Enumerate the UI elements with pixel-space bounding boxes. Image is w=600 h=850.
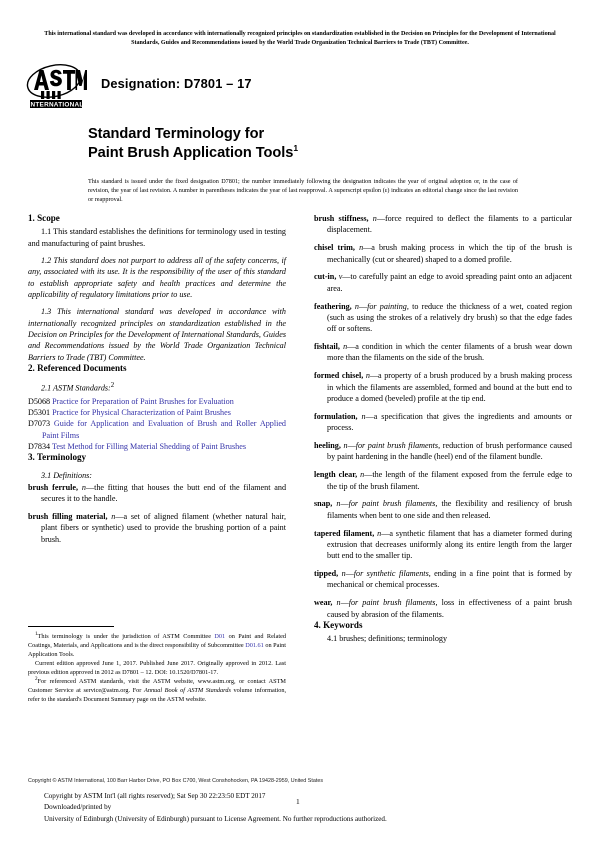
definition-body: , to reduce the thickness of a wet, coated region (such as using the strokes of a relatively dry brush) so that the edge fades off or softens.	[327, 301, 573, 334]
definition-part-of-speech: n	[359, 243, 364, 253]
definition-body: , ending in a fine point that is formed by mechanical or chemical processes.	[327, 569, 572, 590]
footnote-2-italic: Annual Book of ASTM Standards	[144, 687, 231, 694]
subcommittee-link[interactable]: D01.61	[245, 642, 264, 649]
definition-entry	[28, 511, 286, 545]
page-number: 1	[296, 797, 300, 806]
committee-link[interactable]: D01	[214, 633, 226, 640]
definition-entry	[314, 370, 572, 404]
scope-paragraph-1-3: 1.3 This international standard was developed in accordance with internationally recognized principles on standardization established in the Decision on Principles for the Development of International Standards, Guides and Recommendations issued by the World Trade Organization Technical Barriers to Trade (TBT) Committee.	[28, 307, 286, 362]
definition-body: —a condition in which the center filaments of a brush wear down more than the filaments on the side of the brush.	[327, 342, 573, 363]
definition-part-of-speech: n	[336, 598, 341, 608]
definitions-subhead-text: 3.1 Definitions:	[41, 470, 93, 480]
tbt-notice: This international standard was developed in accordance with internationally recognized principles on standardization established in the Decision on Principles for the Development of International Standards, Guides and Recommendations issued by the World Trade Organization Technical Barriers to Trade (TBT) Committee.	[44, 31, 556, 47]
definition-body: —force required to deflect the filaments to a particular displacement.	[327, 214, 573, 235]
definition-term: tapered filament,	[314, 528, 375, 538]
footnote-separator-rule	[28, 626, 114, 627]
definition-qualifier: for paint brush filaments	[348, 499, 436, 509]
definition-qualifier: for synthetic filaments	[353, 569, 429, 579]
definition-term: fishtail,	[314, 342, 340, 352]
title-footnote-marker: 1	[293, 142, 298, 153]
reference-item[interactable]	[28, 407, 286, 418]
definition-body: , the flexibility and resiliency of brush filaments when bent to one side and then released.	[327, 499, 572, 520]
title-line-1: Standard Terminology for	[88, 126, 265, 142]
definition-part-of-speech: n	[377, 528, 382, 538]
footnote-1-text-b: on Paint and Related Coatings, Materials, and Applications and is the direct responsibility of Subcommittee	[28, 633, 286, 649]
logo-designation-row	[25, 63, 252, 111]
reference-item[interactable]	[28, 418, 286, 441]
copyright-notice: Copyright © ASTM International, 100 Barr Harbor Drive, PO Box C700, West Conshohocken, PA 19428-2959, United States	[28, 778, 324, 784]
definitions-subhead	[28, 470, 286, 481]
right-column	[314, 213, 572, 645]
definition-part-of-speech: n	[354, 301, 359, 311]
reference-item[interactable]	[28, 441, 286, 452]
body-columns	[28, 213, 572, 743]
definition-entry	[314, 242, 572, 265]
reference-id: D5068	[28, 396, 51, 406]
definition-term: brush ferrule,	[28, 482, 79, 492]
definition-part-of-speech: n	[343, 441, 348, 450]
definition-body: , loss in effectiveness of a paint brush caused by abrasion of the filaments.	[327, 598, 572, 619]
definition-entry	[314, 341, 572, 364]
definition-term: cut-in,	[314, 272, 337, 282]
svg-text:INTERNATIONAL: INTERNATIONAL	[28, 101, 84, 109]
definition-qualifier: for paint brush filaments	[355, 441, 439, 450]
definition-part-of-speech: n	[341, 569, 346, 579]
definition-part-of-speech: n	[360, 470, 365, 480]
section-heading-terminology: 3. Terminology	[28, 452, 87, 463]
reference-item[interactable]	[28, 396, 286, 407]
reference-link[interactable]: Guide for Application and Evaluation of Brush and Roller Applied Paint Films	[42, 419, 286, 440]
document-title	[88, 125, 518, 162]
definition-term: length clear,	[314, 470, 358, 480]
definition-term: heeling,	[314, 441, 341, 450]
footnote-1-marker: 1	[35, 630, 38, 637]
definition-part-of-speech: n	[365, 371, 370, 381]
issue-note: This standard is issued under the fixed designation D7801; the number immediately following the designation indicates the year of original adoption or, in the case of revision, the year of last revision. A number in parentheses indicates the year of last reapproval. A superscript epsilon (ε) indicates an editorial change since the last revision or reapproval.	[88, 178, 518, 204]
definition-term: snap,	[314, 499, 333, 509]
definition-body: —a brush making process in which the tip of the brush is mechanically (cut or sheared) shaped to a domed profile.	[327, 243, 573, 264]
definition-body: —the length of the filament exposed from the ferrule edge to the tip of the brush filament.	[327, 470, 573, 491]
definition-body: —a property of a brush produced by a brush making process in which the filaments are assembled, formed and bound at the butt end to produce a domed (beveled) profile at the tip end.	[327, 371, 573, 403]
section-heading-scope: 1. Scope	[28, 213, 60, 223]
definition-entry	[314, 213, 572, 236]
section-heading-keywords: 4. Keywords	[314, 619, 363, 630]
definition-part-of-speech: n	[111, 512, 116, 522]
reference-id: D7834	[28, 441, 51, 451]
definition-body: , reduction of brush performance caused by paint hardening in the handle (heel) end of the filament bundle.	[327, 441, 572, 462]
reference-id: D5301	[28, 407, 51, 417]
definition-entry: snap, n—for paint brush filaments, the flexibility and resiliency of brush filaments when bent to one side and then released.	[314, 499, 572, 520]
footnote-edition-info: Current edition approved June 1, 2017. Published June 2017. Originally approved in 2012. Last previous edition approved in 2012 as D7801 – 12. DOI: 10.1520/D7801-17.	[28, 660, 286, 676]
definition-entry	[314, 411, 572, 434]
definition-part-of-speech: n	[343, 342, 348, 352]
definition-body: —the fitting that houses the butt end of the filament and secures it to the handle.	[41, 482, 287, 504]
definition-body: —a synthetic filament that has a diameter formed during extrusion that decreases uniformly along its entire length from the larger butt end to the smaller tip.	[327, 528, 573, 561]
definition-entry	[314, 469, 572, 492]
footnote-2-text-a: For referenced ASTM standards, visit the ASTM website, www.astm.org, or contact ASTM Customer Service at service@astm.org. For	[28, 678, 286, 694]
title-line-2: Paint Brush Application Tools	[88, 144, 294, 161]
license-line-2: Downloaded/printed by	[44, 803, 112, 812]
definition-part-of-speech: v	[338, 272, 343, 282]
footnote-1	[28, 632, 286, 659]
reference-id: D7073	[28, 419, 51, 429]
definition-part-of-speech: n	[361, 411, 366, 421]
definition-body: —to carefully paint an edge to avoid spreading paint onto an adjacent area.	[327, 272, 572, 293]
keywords-paragraph: 4.1 brushes; definitions; terminology	[327, 634, 448, 644]
scope-paragraph-1-1: 1.1 This standard establishes the definitions for terminology used in testing and manufacturing of paint brushes.	[28, 227, 286, 248]
definition-entry: tipped, n—for synthetic filaments, ending in a fine point that is formed by mechanical or chemical processes.	[314, 569, 572, 590]
definition-term: wear,	[314, 598, 333, 608]
license-line-1: Copyright by ASTM Int'l (all rights reserved); Sat Sep 30 22:23:50 EDT 2017	[44, 792, 266, 800]
reference-link[interactable]: Test Method for Filling Material Shedding of Paint Brushes	[52, 441, 246, 451]
footnote-2-text-b: volume information, refer to the standard's Document Summary page on the ASTM website.	[28, 687, 287, 703]
definition-body: —a specification that gives the ingredients and amounts or process.	[327, 411, 573, 433]
definition-entry	[28, 482, 286, 505]
definition-part-of-speech: n	[336, 499, 341, 509]
footnote-2-marker: 2	[35, 675, 38, 682]
definition-term: feathering,	[314, 301, 352, 311]
footnotes-block	[28, 626, 286, 704]
definition-entry: wear, n—for paint brush filaments, loss in effectiveness of a paint brush caused by abrasion of the filaments.	[314, 598, 572, 619]
left-column	[28, 213, 287, 703]
designation-label: Designation: D7801 – 17	[101, 75, 252, 91]
definition-entry	[314, 271, 572, 294]
license-block	[44, 791, 544, 825]
reference-link[interactable]: Practice for Physical Characterization of Paint Brushes	[52, 407, 231, 417]
astm-logo-icon	[25, 63, 87, 111]
footnote-1-text-a: This terminology is under the jurisdiction of ASTM Committee	[37, 633, 215, 640]
astm-standards-subhead-text: 2.1 ASTM Standards:	[41, 384, 111, 394]
scope-paragraph-1-2: 1.2 This standard does not purport to address all of the safety concerns, if any, associated with its use. It is the responsibility of the user of this standard to establish appropriate safety and health practices and determine the applicability of regulatory limitations prior to use.	[28, 256, 286, 300]
astm-standards-subhead	[28, 380, 286, 394]
definition-qualifier: for painting	[367, 301, 407, 311]
license-line-3: University of Edinburgh (University of Edinburgh) pursuant to License Agreement. No further reproductions authorized.	[44, 814, 387, 823]
definition-term: brush filling material,	[28, 512, 108, 522]
definition-part-of-speech: n	[372, 214, 377, 223]
definition-body: —a set of aligned filament (whether natural hair, plant fibers or synthetic) used to provide the brushing portion of a paint brush.	[41, 512, 286, 544]
title-block	[88, 125, 518, 204]
definition-term: formulation,	[314, 411, 358, 421]
footnote-1-text-c: on Paint Application Tools.	[28, 642, 286, 658]
definition-entry: heeling, n—for paint brush filaments, reduction of brush performance caused by paint hardening in the handle (heel) end of the filament bundle.	[314, 441, 572, 462]
definition-term: brush stiffness,	[314, 214, 369, 223]
definition-qualifier: for paint brush filaments	[348, 598, 436, 608]
footnote-2	[28, 677, 286, 704]
definition-term: formed chisel,	[314, 371, 364, 381]
definition-part-of-speech: n	[81, 482, 86, 492]
definition-entry	[314, 528, 572, 562]
reference-link[interactable]: Practice for Preparation of Paint Brushes for Evaluation	[52, 396, 234, 406]
definition-term: chisel trim,	[314, 243, 355, 253]
definition-entry: feathering, n—for painting, to reduce the thickness of a wet, coated region (such as using the strokes of a relatively dry brush) so that the edge fades off or softens.	[314, 301, 573, 334]
section-heading-referenced-documents: 2. Referenced Documents	[28, 363, 127, 374]
astm-standards-footnote-marker: 2	[110, 382, 115, 390]
definition-term: tipped,	[314, 569, 339, 579]
